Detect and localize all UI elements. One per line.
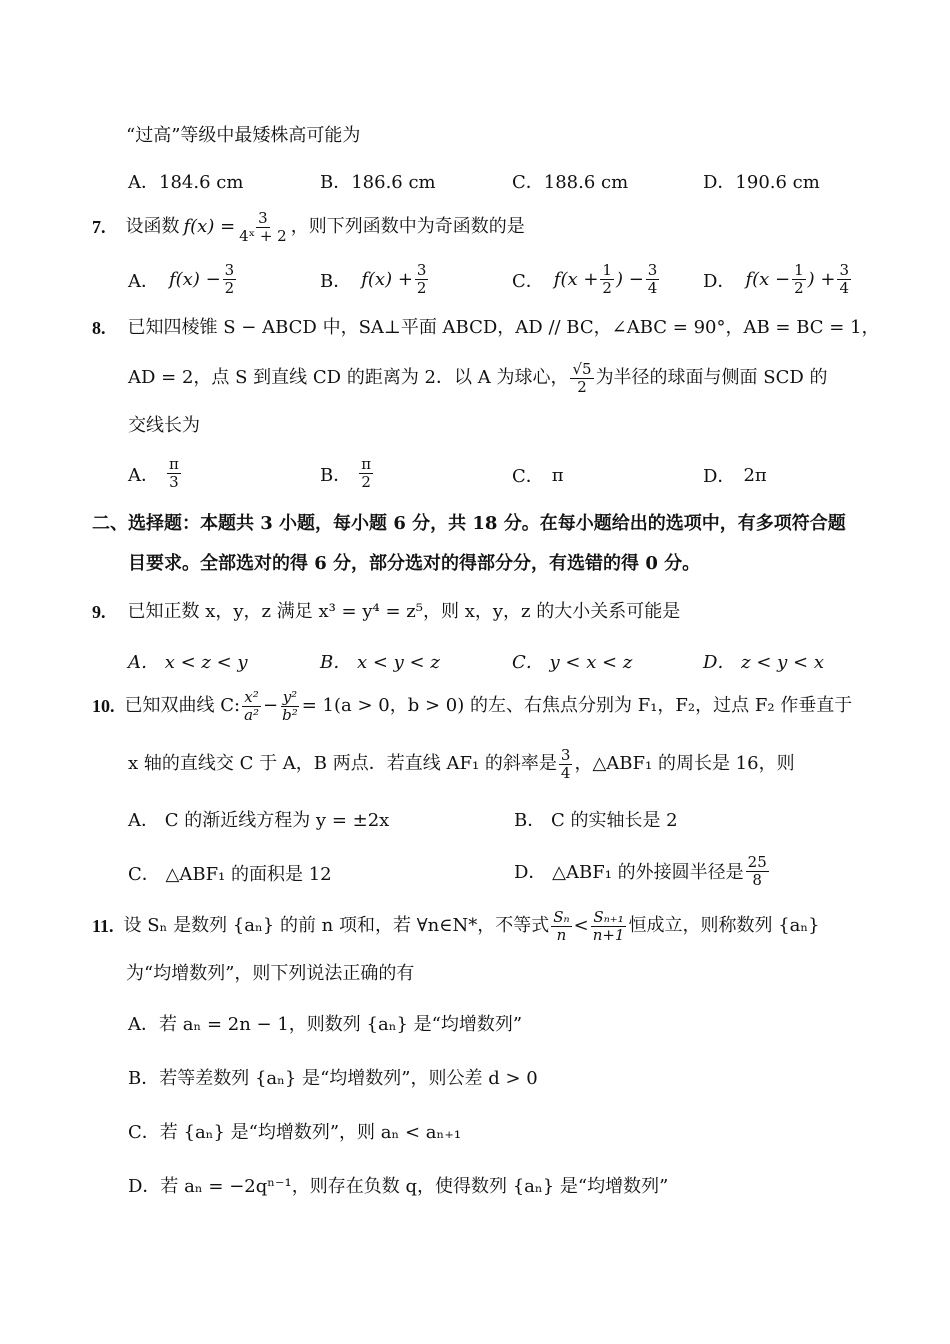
q6-text: “过高”等级中最矮株高可能为	[126, 125, 361, 146]
q9-option-b: B． x < y < z	[320, 652, 440, 673]
q9-option-d: D． z < y < x	[703, 652, 825, 673]
q11-post: 恒成立，则称数列 {aₙ}	[628, 915, 820, 936]
q10-d-n: 25	[747, 852, 767, 871]
q7-c-frac2	[646, 262, 660, 297]
q10-post: = 1(a > 0，b > 0) 的左、右焦点分别为 F₁，F₂，过点 F₂ 作垂直于	[301, 695, 853, 716]
q10-line-1	[92, 686, 852, 726]
q7-pre: 设函数	[125, 216, 180, 237]
q11-pre: 设 Sₙ 是数列 {aₙ} 的前 n 项和，若 ∀n∈N*，不等式	[123, 915, 550, 936]
q8-option-a	[128, 456, 183, 491]
q10-slope-d: 4	[560, 763, 571, 782]
q8-text-3: 交线长为	[128, 415, 200, 436]
q10-d-d: 8	[752, 870, 762, 889]
q8-text-1: 已知四棱锥 S − ABCD 中，SA⊥平面 ABCD，AD // BC，∠ABC = 90°，AB = BC = 1，	[127, 317, 880, 338]
q10-slope-frac	[559, 747, 573, 782]
q11-lt: <	[573, 915, 589, 936]
q7-d-tail: ) +	[807, 269, 836, 290]
q8-option-c	[512, 462, 564, 488]
q7-fx: f(x) =	[183, 216, 236, 237]
q8-c-label: C．	[512, 466, 544, 487]
q10-y-n: y²	[282, 687, 298, 706]
q8-d-label: D．	[703, 466, 736, 487]
q10-d-text: D． △ABF₁ 的外接圆半径是	[514, 862, 744, 883]
q10-y-d: b²	[282, 705, 298, 724]
q7-a-n: 3	[224, 261, 235, 279]
q7-d-n2: 3	[839, 261, 849, 279]
q8-text-2b: 为半径的球面与侧面 SCD 的	[595, 367, 828, 388]
q8-number: 8.	[92, 318, 106, 338]
q7-c-n2: 3	[647, 261, 658, 279]
q7-d-label: D．	[703, 270, 736, 292]
q6-option-b: B．186.6 cm	[320, 172, 436, 193]
q7-a-d: 2	[224, 279, 235, 297]
q7-frac-den: 4ˣ + 2	[239, 226, 287, 245]
q10-number: 10.	[92, 696, 115, 716]
q7-post: ，则下列函数中为奇函数的是	[290, 216, 525, 237]
q10-x-d: a²	[244, 705, 260, 724]
q7-d-d2: 4	[839, 279, 849, 297]
section-2-heading-1: 二、选择题：本题共 3 小题，每小题 6 分，共 18 分。在每小题给出的选项中，有多项符合题	[92, 513, 846, 534]
q7-option-d	[703, 262, 853, 297]
q10-d-frac	[746, 854, 769, 889]
q8-b-n: π	[361, 455, 372, 473]
q7-d-d: 2	[794, 279, 804, 297]
q10-option-c: C． △ABF₁ 的面积是 12	[128, 864, 332, 885]
q6-option-d: D．190.6 cm	[703, 172, 820, 193]
q8-option-b	[320, 456, 375, 491]
q8-c-text: π	[551, 464, 564, 486]
q9-number: 9.	[92, 602, 106, 622]
q7-d-frac1	[792, 262, 806, 297]
q11-f2-d: n+1	[592, 925, 625, 944]
q7-b-d: 2	[416, 279, 427, 297]
q10-option-b: B． C 的实轴长是 2	[514, 810, 678, 831]
q11-line-2: 为“均增数列”，则下列说法正确的有	[126, 963, 415, 984]
q11-frac-2	[591, 909, 627, 944]
q10-frac-x	[242, 689, 261, 724]
q8-a-frac	[167, 456, 181, 491]
q7-c-d: 2	[602, 279, 612, 297]
q11-line-1	[92, 906, 820, 946]
q8-rad-n: √5	[572, 359, 592, 378]
q10-minus: −	[263, 695, 279, 716]
q10-line-2	[128, 744, 795, 784]
q7-a-frac	[223, 262, 237, 297]
q7-c-label: C．	[512, 270, 544, 292]
q7-d-frac2	[837, 262, 851, 297]
q10-pre: 已知双曲线 C:	[124, 695, 241, 716]
q10-option-a: A． C 的渐近线方程为 y = ±2x	[128, 810, 390, 831]
q11-f1-d: n	[556, 925, 567, 944]
q11-option-a: A．若 aₙ = 2n − 1，则数列 {aₙ} 是“均增数列”	[128, 1014, 523, 1035]
q10-slope-n: 3	[560, 745, 571, 764]
q10-option-d	[514, 852, 771, 890]
q8-rad-d: 2	[577, 377, 587, 396]
q7-d-expr: f(x −	[745, 269, 791, 290]
q7-c-tail: ) −	[615, 269, 644, 290]
q8-a-label: A．	[128, 464, 159, 486]
q6-option-c: C．188.6 cm	[512, 172, 629, 193]
q7-c-frac1	[600, 262, 614, 297]
q8-line-2	[128, 358, 828, 398]
q7-option-b	[320, 262, 430, 297]
q11-option-c: C．若 {aₙ} 是“均增数列”，则 aₙ < aₙ₊₁	[128, 1122, 462, 1143]
q11-option-b: B．若等差数列 {aₙ} 是“均增数列”，则公差 d > 0	[128, 1068, 538, 1089]
q7-c-expr: f(x +	[553, 269, 599, 290]
q9-text: 已知正数 x，y，z 满足 x³ = y⁴ = z⁵，则 x，y，z 的大小关系可能是	[127, 601, 681, 622]
q7-option-a	[128, 262, 238, 297]
q8-line-1	[92, 316, 880, 340]
q8-b-d: 2	[361, 473, 371, 491]
q7-a-label: A．	[128, 270, 159, 292]
q8-a-d: 3	[169, 473, 179, 491]
q7-a-expr: f(x) −	[169, 269, 221, 290]
section-2-heading-2: 目要求。全部选对的得 6 分，部分选对的得部分分，有选错的得 0 分。	[128, 553, 701, 574]
q8-radius-frac	[570, 361, 593, 396]
q7-c-d2: 4	[647, 279, 658, 297]
q10-frac-y	[280, 689, 300, 724]
q7-c-n: 1	[602, 261, 612, 279]
q11-number: 11.	[92, 916, 114, 936]
q7-b-frac	[415, 262, 429, 297]
q9-option-a: A． x < z < y	[128, 652, 248, 673]
q11-frac-1	[551, 909, 571, 944]
q7-d-n: 1	[794, 261, 804, 279]
q10-text-2b: ，△ABF₁ 的周长是 16，则	[574, 753, 795, 774]
q8-a-n: π	[169, 455, 179, 473]
q9-option-c: C． y < x < z	[512, 652, 633, 673]
q6-option-a: A．184.6 cm	[128, 172, 244, 193]
q10-text-2a: x 轴的直线交 C 于 A，B 两点．若直线 AF₁ 的斜率是	[128, 753, 557, 774]
q8-option-d	[703, 462, 767, 488]
q8-b-label: B．	[320, 464, 352, 486]
q8-d-text: 2π	[743, 464, 767, 486]
q10-x-n: x²	[244, 687, 259, 706]
q8-text-2a: AD = 2，点 S 到直线 CD 的距离为 2．以 A 为球心，	[128, 367, 569, 388]
q8-b-frac	[359, 456, 373, 491]
q11-f1-n: Sₙ	[553, 907, 570, 926]
q6-continuation	[126, 124, 360, 148]
q7-number: 7.	[92, 217, 106, 237]
q7-stem	[92, 210, 525, 244]
q8-line-3	[128, 414, 200, 438]
q11-f2-n: Sₙ₊₁	[593, 907, 624, 926]
q7-b-expr: f(x) +	[361, 269, 413, 290]
q7-frac-num: 3	[258, 208, 268, 227]
q7-fraction	[237, 210, 289, 245]
q7-b-label: B．	[320, 270, 352, 292]
q7-b-n: 3	[416, 261, 427, 279]
q7-option-c	[512, 262, 661, 297]
q9-stem	[92, 600, 680, 624]
q11-option-d: D．若 aₙ = −2qⁿ⁻¹，则存在负数 q，使得数列 {aₙ} 是“均增数列”	[128, 1176, 669, 1197]
